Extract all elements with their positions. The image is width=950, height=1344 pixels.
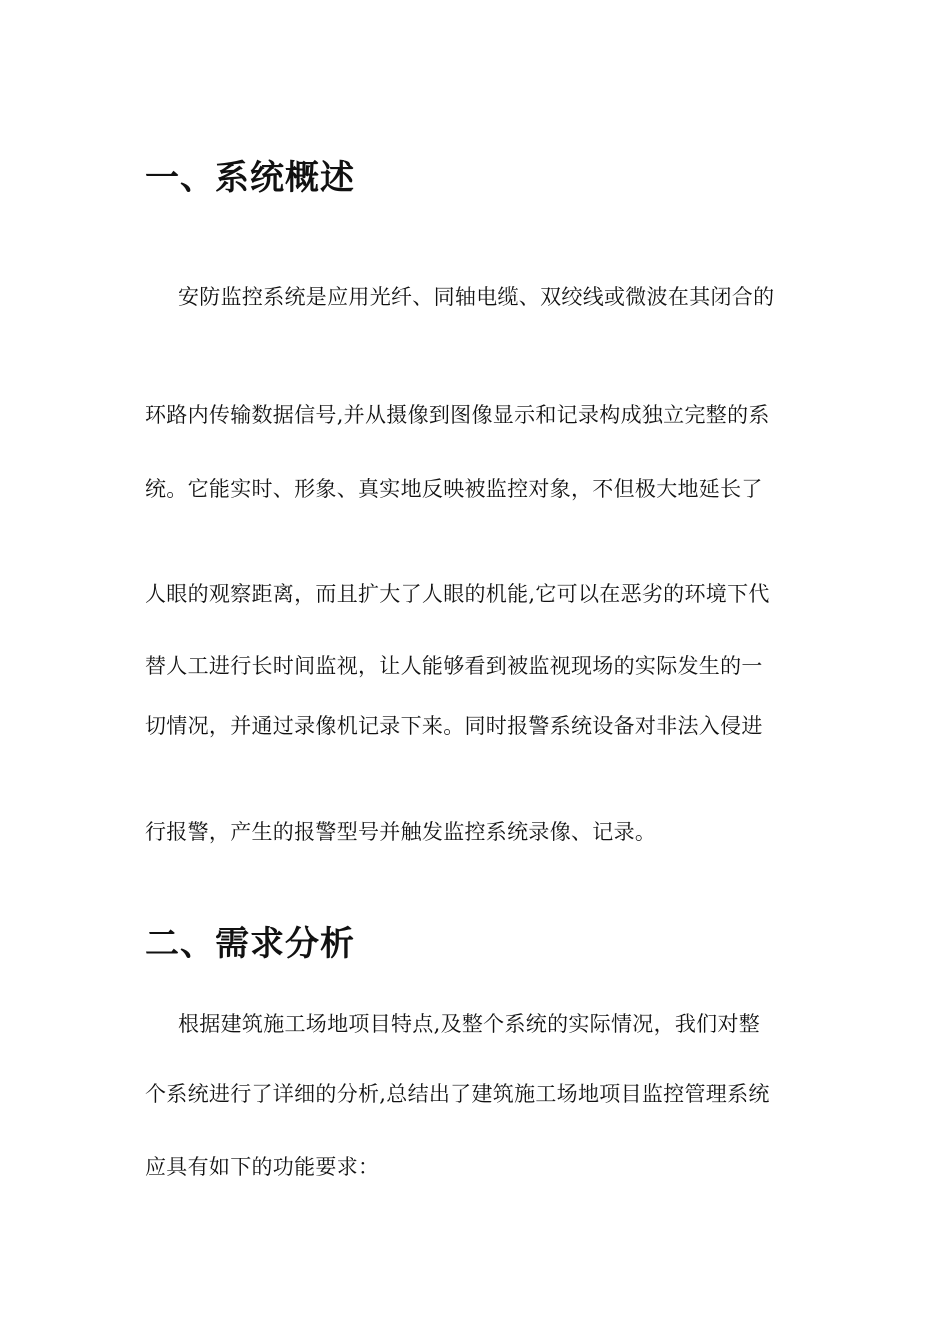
paragraph-line: 应具有如下的功能要求： bbox=[145, 1155, 380, 1179]
paragraph-line: 个系统进行了详细的分析,总结出了建筑施工场地项目监控管理系统 bbox=[145, 1082, 770, 1106]
paragraph-line: 替人工进行长时间监视，让人能够看到被监视现场的实际发生的一 bbox=[145, 654, 763, 678]
paragraph-line: 统。它能实时、形象、真实地反映被监控对象，不但极大地延长了 bbox=[145, 477, 763, 501]
paragraph-line: 根据建筑施工场地项目特点,及整个系统的实际情况，我们对整 bbox=[178, 1012, 761, 1036]
paragraph-line: 安防监控系统是应用光纤、同轴电缆、双绞线或微波在其闭合的 bbox=[178, 285, 775, 309]
paragraph-line: 环路内传输数据信号,并从摄像到图像显示和记录构成独立完整的系 bbox=[145, 403, 770, 427]
paragraph-line: 人眼的观察距离，而且扩大了人眼的机能,它可以在恶劣的环境下代 bbox=[145, 582, 770, 606]
paragraph-line: 行报警，产生的报警型号并触发监控系统录像、记录。 bbox=[145, 820, 657, 844]
section-heading-requirements: 二、需求分析 bbox=[145, 924, 355, 964]
paragraph-line: 切情况，并通过录像机记录下来。同时报警系统设备对非法入侵进 bbox=[145, 714, 763, 738]
section-heading-overview: 一、系统概述 bbox=[145, 158, 355, 198]
